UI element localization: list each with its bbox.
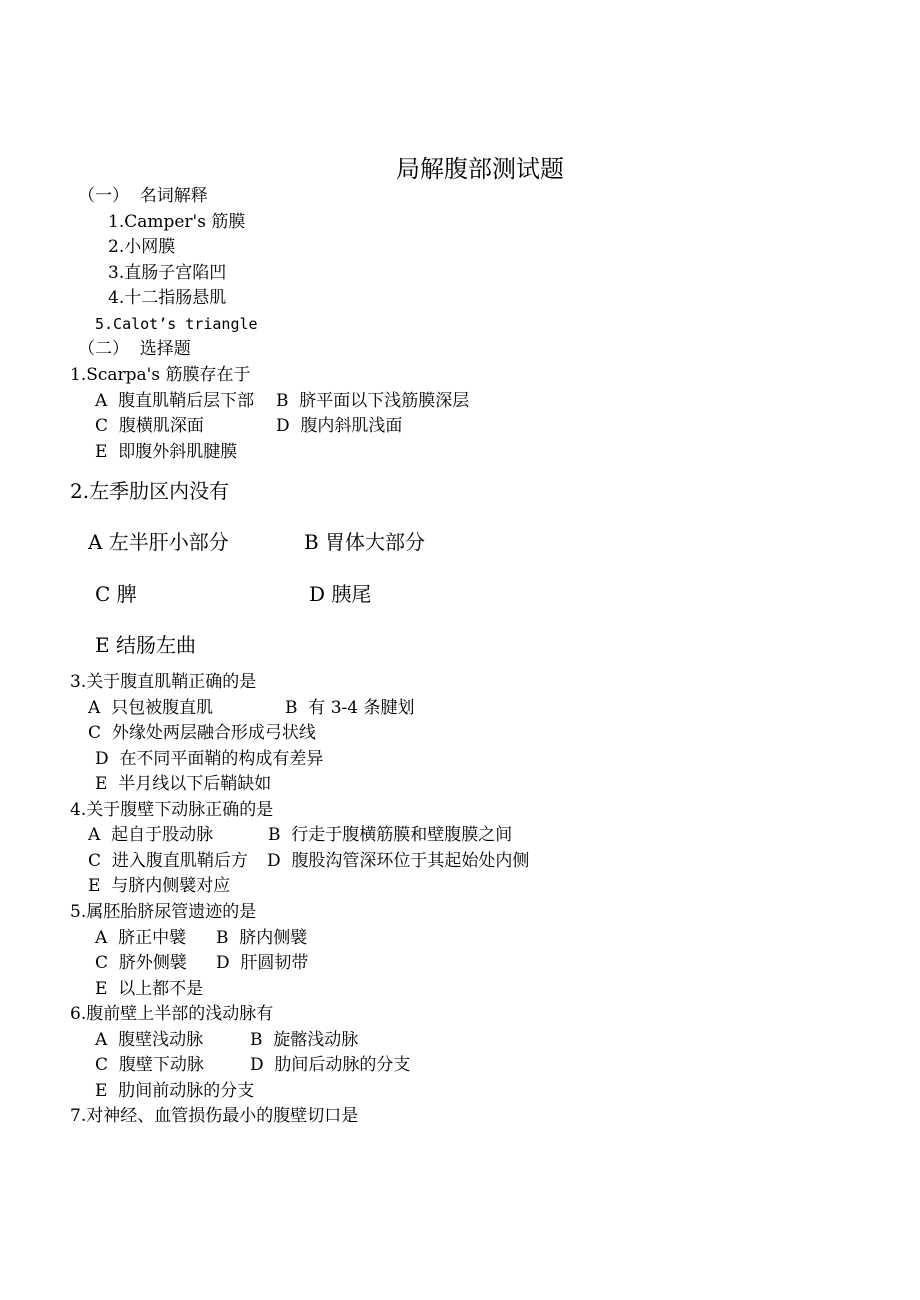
question-stem: 1.Scarpa's 筋膜存在于 [70, 365, 251, 385]
question-option: D 腹内斜肌浅面 [276, 416, 403, 436]
definition-item: 2.小网膜 [108, 237, 176, 257]
question-stem: 2.左季肋区内没有 [70, 479, 230, 503]
question-option: B 脐平面以下浅筋膜深层 [276, 391, 470, 411]
section-heading-choices: （二） 选择题 [78, 339, 191, 359]
definition-item: 1.Camper's 筋膜 [108, 212, 246, 232]
question-option: C 腹横肌深面 [95, 416, 204, 436]
document-title: 局解腹部测试题 [396, 155, 564, 183]
question-option: D 在不同平面鞘的构成有差异 [95, 749, 324, 769]
question-option: E 半月线以下后鞘缺如 [95, 774, 272, 794]
question-stem: 7.对神经、血管损伤最小的腹壁切口是 [70, 1106, 359, 1126]
question-option: A 腹壁浅动脉 [95, 1030, 204, 1050]
question-option: E 与脐内侧襞对应 [88, 876, 231, 896]
question-option: A 左半肝小部分 [88, 530, 229, 554]
question-stem: 6.腹前壁上半部的浅动脉有 [70, 1004, 274, 1024]
question-option: B 行走于腹横筋膜和壁腹膜之间 [268, 825, 513, 845]
question-stem: 5.属胚胎脐尿管遗迹的是 [70, 902, 257, 922]
question-stem: 3.关于腹直肌鞘正确的是 [70, 672, 257, 692]
question-option: E 即腹外斜肌腱膜 [95, 442, 238, 462]
definition-item: 4.十二指肠悬肌 [108, 288, 227, 308]
question-option: D 肝圆韧带 [216, 953, 309, 973]
question-option: C 脾 [95, 582, 137, 606]
question-option: E 结肠左曲 [95, 633, 196, 657]
question-option: B 旋髂浅动脉 [250, 1030, 359, 1050]
section-heading-definitions: （一） 名词解释 [78, 186, 208, 206]
question-stem: 4.关于腹壁下动脉正确的是 [70, 800, 274, 820]
question-option: B 有 3-4 条腱划 [285, 698, 415, 718]
question-option: C 脐外侧襞 [95, 953, 187, 973]
question-option: A 起自于股动脉 [88, 825, 214, 845]
definition-item: 3.直肠子宫陷凹 [108, 263, 227, 283]
question-option: B 胃体大部分 [304, 530, 426, 554]
definition-item: 5.Calot’s triangle [95, 315, 258, 333]
question-option: E 肋间前动脉的分支 [95, 1081, 255, 1101]
question-option: A 脐正中襞 [95, 928, 187, 948]
question-option: B 脐内侧襞 [216, 928, 308, 948]
question-option: C 腹壁下动脉 [95, 1055, 204, 1075]
question-option: E 以上都不是 [95, 979, 204, 999]
question-option: C 进入腹直肌鞘后方 [88, 851, 248, 871]
question-option: A 腹直肌鞘后层下部 [95, 391, 255, 411]
question-option: D 肋间后动脉的分支 [250, 1055, 411, 1075]
question-option: D 腹股沟管深环位于其起始处内侧 [267, 851, 530, 871]
question-option: D 胰尾 [309, 582, 372, 606]
question-option: C 外缘处两层融合形成弓状线 [88, 723, 316, 743]
question-option: A 只包被腹直肌 [88, 698, 214, 718]
